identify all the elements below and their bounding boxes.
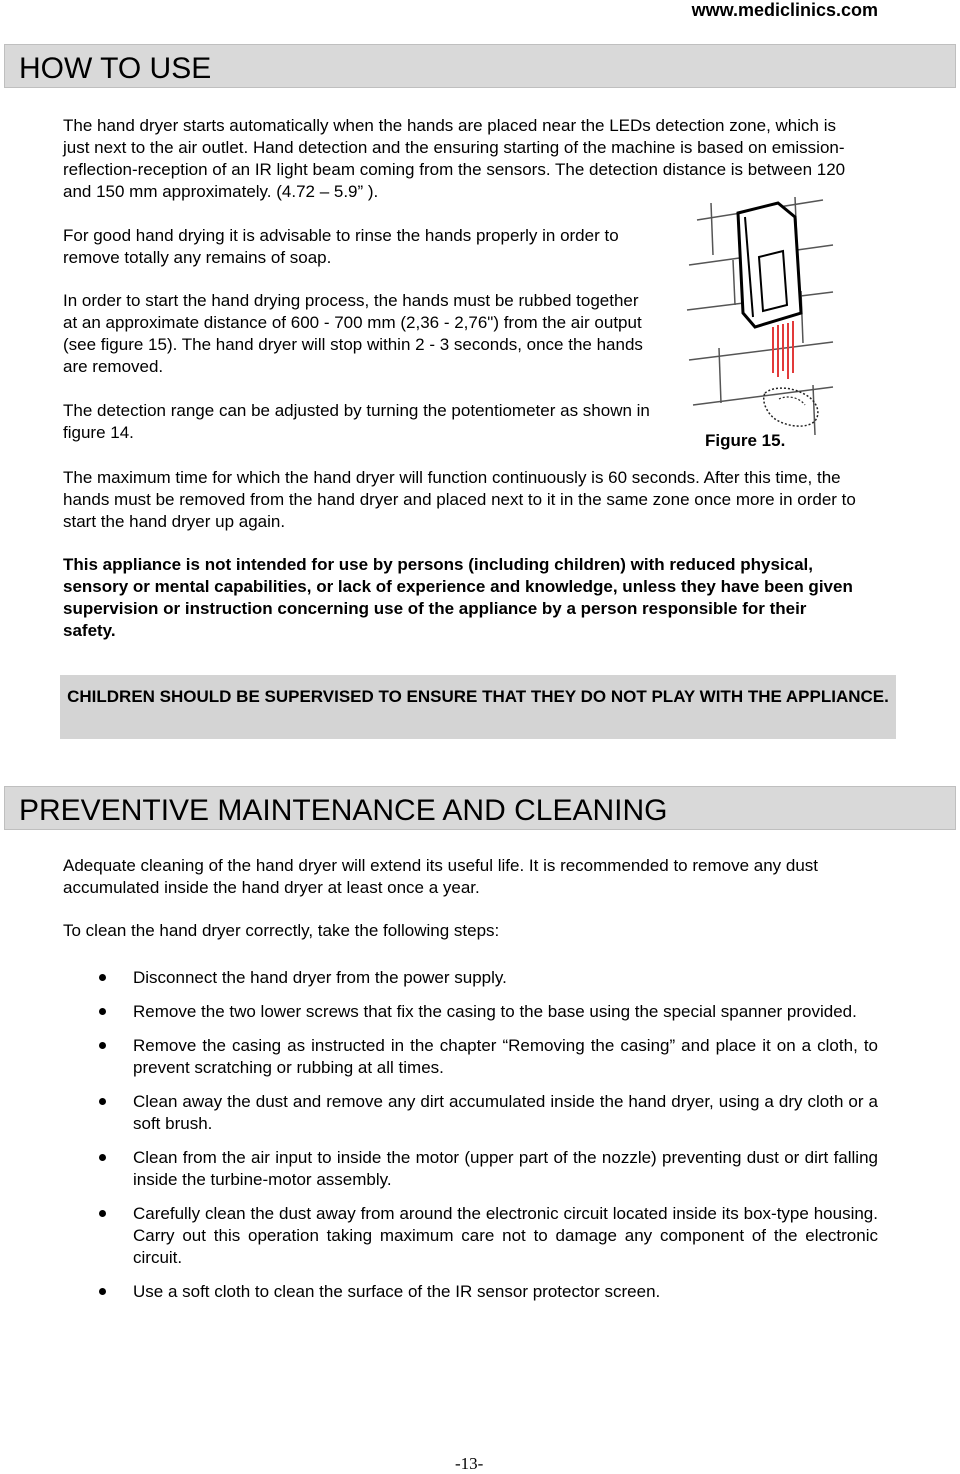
list-item [63, 1281, 878, 1303]
list-item [63, 967, 878, 989]
step-text: Remove the two lower screws that fix the casing to the base using the special spanner provided. [133, 1002, 857, 1021]
step-text: Carefully clean the dust away from around the electronic circuit located inside its box-type housing. Carry out this operation taking maximum care not to damage any component of the electronic circuit. [133, 1204, 878, 1267]
bullet-icon [99, 1098, 106, 1105]
children-warning-text: CHILDREN SHOULD BE SUPERVISED TO ENSURE THAT THEY DO NOT PLAY WITH THE APPLIANCE. [67, 687, 889, 706]
bullet-icon [99, 974, 106, 981]
paragraph-steps-intro: To clean the hand dryer correctly, take the following steps: [63, 921, 500, 940]
list-item [63, 1001, 878, 1023]
paragraph-start-process: In order to start the hand drying process, the hands must be rubbed together at an approximate distance of 600 - 700 mm (2,36 - 2,76") from the air output (see figure 15). The hand dryer will stop within 2 - 3 seconds, once the hands are removed. [63, 291, 643, 376]
hand-dryer-figure [683, 195, 843, 450]
bullet-icon [99, 1154, 106, 1161]
paragraph-detection-range: The detection range can be adjusted by turning the potentiometer as shown in figure 14. [63, 401, 650, 442]
list-item [63, 1203, 878, 1269]
paragraph-max-time: The maximum time for which the hand dryer will function continuously is 60 seconds. After this time, the hands must be removed from the hand dryer and placed next to it in the same zone once more in order to start the hand dryer up again. [63, 468, 856, 531]
step-text: Clean from the air input to inside the motor (upper part of the nozzle) preventing dust or dirt falling inside the turbine-motor assembly. [133, 1148, 878, 1189]
step-text: Disconnect the hand dryer from the power supply. [133, 968, 507, 987]
section-title: HOW TO USE [19, 52, 212, 85]
paragraph-detection: The hand dryer starts automatically when the hands are placed near the LEDs detection zone, which is just next to the air outlet. Hand detection and the ensuring starting of the machine is based on emission-reflection-reception of an IR light beam coming from the sensors. The detection distance is between 120 and 150 mm approximately. (4.72 – 5.9” ). [63, 116, 846, 201]
bullet-icon [99, 1288, 106, 1295]
step-text: Remove the casing as instructed in the chapter “Removing the casing” and place it on a cloth, to prevent scratching or rubbing at all times. [133, 1036, 878, 1077]
list-item [63, 1035, 878, 1079]
paragraph-cleaning-intro: Adequate cleaning of the hand dryer will extend its useful life. It is recommended to remove any dust accumulated inside the hand dryer at least once a year. [63, 856, 819, 897]
page-number: -13- [455, 1454, 484, 1473]
bullet-icon [99, 1042, 106, 1049]
site-url: www.mediclinics.com [691, 0, 878, 20]
how-to-use-header [4, 44, 956, 88]
paragraph-rinse: For good hand drying it is advisable to rinse the hands properly in order to remove totally any remains of soap. [63, 226, 619, 267]
bullet-icon [99, 1008, 106, 1015]
maintenance-header [4, 786, 956, 830]
list-item [63, 1147, 878, 1191]
list-item [63, 1091, 878, 1135]
step-text: Clean away the dust and remove any dirt accumulated inside the hand dryer, using a dry cloth or a soft brush. [133, 1092, 878, 1133]
section-title: PREVENTIVE MAINTENANCE AND CLEANING [19, 794, 668, 827]
step-text: Use a soft cloth to clean the surface of the IR sensor protector screen. [133, 1282, 661, 1301]
safety-notice: This appliance is not intended for use by persons (including children) with reduced physical, sensory or mental capabilities, or lack of experience and knowledge, unless they have been given supervision or instruction concerning use of the appliance by a person responsible for their safety. [63, 555, 853, 640]
figure-caption: Figure 15. [705, 431, 786, 450]
cleaning-steps-list [63, 967, 878, 1315]
bullet-icon [99, 1210, 106, 1217]
children-warning-box [60, 675, 896, 739]
hand-dryer-illustration [683, 195, 843, 450]
